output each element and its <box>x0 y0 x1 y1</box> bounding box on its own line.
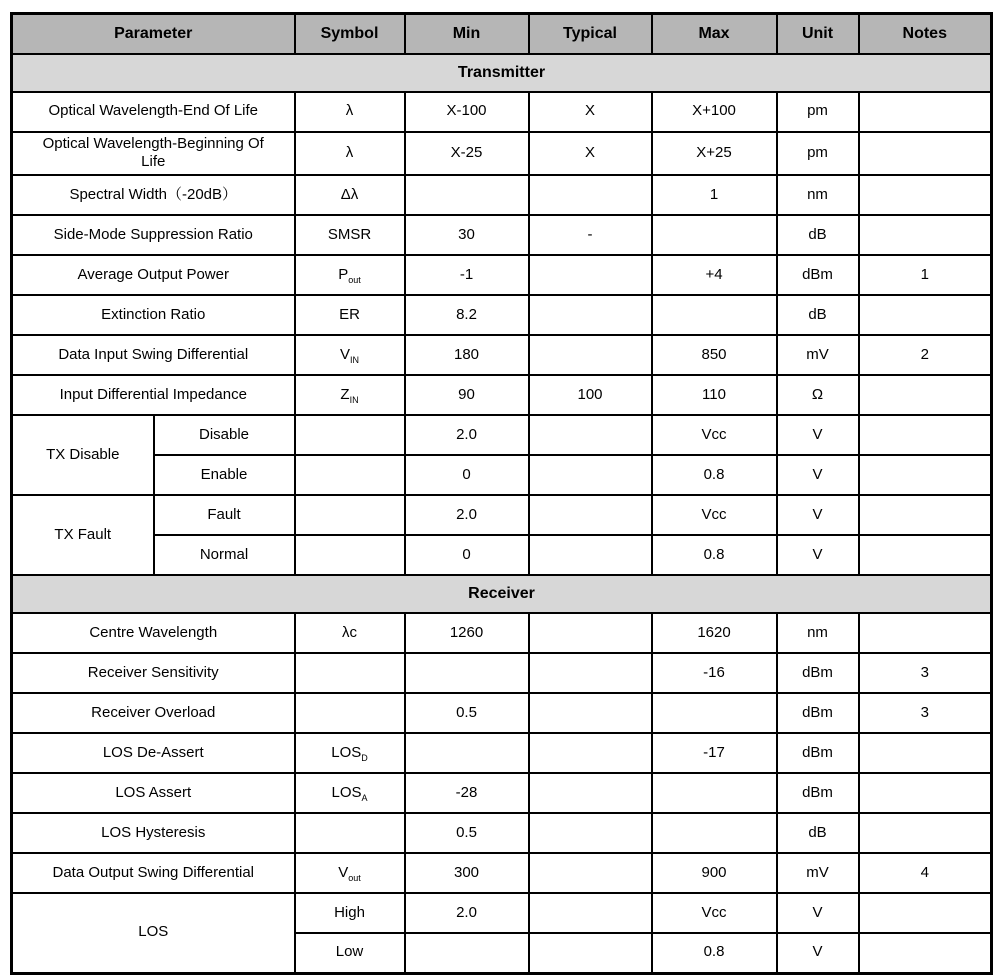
typical-cell: X <box>529 92 652 132</box>
symbol-cell <box>295 813 405 853</box>
table-row <box>12 295 992 335</box>
typical-cell <box>529 455 652 495</box>
typical-cell <box>529 933 652 973</box>
max-cell: X+100 <box>652 92 777 132</box>
notes-cell <box>859 613 992 653</box>
notes-cell: 1 <box>859 255 992 295</box>
min-cell: 2.0 <box>405 893 529 933</box>
notes-cell <box>859 132 992 176</box>
section-title: Receiver <box>12 575 992 613</box>
param-cell: Side-Mode Suppression Ratio <box>12 215 295 255</box>
param-cell: Receiver Overload <box>12 693 295 733</box>
notes-cell <box>859 215 992 255</box>
symbol-cell <box>295 653 405 693</box>
unit-cell: dBm <box>777 255 859 295</box>
typical-cell <box>529 175 652 215</box>
param-cell: Average Output Power <box>12 255 295 295</box>
symbol-cell: $V_{IN}$ <box>295 335 405 375</box>
notes-cell <box>859 175 992 215</box>
table-row <box>12 613 992 653</box>
typical-cell <box>529 295 652 335</box>
min-cell: 2.0 <box>405 495 529 535</box>
max-cell: 0.8 <box>652 535 777 575</box>
min-cell: 0 <box>405 535 529 575</box>
col-header-symbol: Symbol <box>295 14 405 54</box>
table-row <box>12 132 992 176</box>
section-row-receiver <box>12 575 992 613</box>
table-row <box>12 495 992 535</box>
notes-cell <box>859 415 992 455</box>
max-cell <box>652 693 777 733</box>
unit-cell: dBm <box>777 693 859 733</box>
notes-cell: 4 <box>859 853 992 893</box>
symbol-cell <box>295 495 405 535</box>
table-row <box>12 693 992 733</box>
symbol-cell: ER <box>295 295 405 335</box>
typical-cell <box>529 733 652 773</box>
symbol-cell: $LOS_A$ <box>295 773 405 813</box>
min-cell: X-100 <box>405 92 529 132</box>
unit-cell: Ω <box>777 375 859 415</box>
min-cell <box>405 175 529 215</box>
min-cell: -28 <box>405 773 529 813</box>
unit-cell: pm <box>777 132 859 176</box>
table-row <box>12 175 992 215</box>
max-cell: 1 <box>652 175 777 215</box>
param-state-cell: Normal <box>154 535 295 575</box>
unit-cell: V <box>777 495 859 535</box>
param-state-cell: Enable <box>154 455 295 495</box>
typical-cell <box>529 653 652 693</box>
symbol-state-cell: High <box>295 893 405 933</box>
typical-cell <box>529 255 652 295</box>
min-cell: 180 <box>405 335 529 375</box>
symbol-cell <box>295 535 405 575</box>
unit-cell: mV <box>777 853 859 893</box>
param-cell: Input Differential Impedance <box>12 375 295 415</box>
param-cell: Spectral Width（-20dB） <box>12 175 295 215</box>
symbol-cell <box>295 455 405 495</box>
unit-cell: dBm <box>777 733 859 773</box>
table-row <box>12 255 992 295</box>
typical-cell: X <box>529 132 652 176</box>
symbol-cell: $P_{out}$ <box>295 255 405 295</box>
symbol-cell <box>295 693 405 733</box>
table-row <box>12 375 992 415</box>
notes-cell <box>859 92 992 132</box>
col-header-notes: Notes <box>859 14 992 54</box>
table-row <box>12 455 992 495</box>
table-row <box>12 853 992 893</box>
min-cell: -1 <box>405 255 529 295</box>
min-cell: 0 <box>405 455 529 495</box>
unit-cell: V <box>777 415 859 455</box>
table-row <box>12 813 992 853</box>
table-row <box>12 773 992 813</box>
typical-cell <box>529 415 652 455</box>
param-group-cell: TX Disable <box>12 415 154 495</box>
max-cell: +4 <box>652 255 777 295</box>
table-row <box>12 535 992 575</box>
max-cell <box>652 813 777 853</box>
unit-cell: dB <box>777 295 859 335</box>
param-cell: Centre Wavelength <box>12 613 295 653</box>
notes-cell: 3 <box>859 693 992 733</box>
symbol-state-cell: Low <box>295 933 405 973</box>
typical-cell <box>529 893 652 933</box>
notes-cell <box>859 295 992 335</box>
unit-cell: V <box>777 933 859 973</box>
typical-cell <box>529 813 652 853</box>
param-cell: Receiver Sensitivity <box>12 653 295 693</box>
max-cell: Vcc <box>652 415 777 455</box>
typical-cell <box>529 773 652 813</box>
min-cell <box>405 733 529 773</box>
typical-cell <box>529 693 652 733</box>
max-cell <box>652 773 777 813</box>
symbol-cell: λ <box>295 92 405 132</box>
param-cell: Optical Wavelength-Beginning Of Life <box>12 132 295 176</box>
spec-table-container <box>10 12 993 975</box>
section-row-transmitter <box>12 54 992 92</box>
unit-cell: V <box>777 455 859 495</box>
max-cell: 0.8 <box>652 455 777 495</box>
param-cell: LOS Hysteresis <box>12 813 295 853</box>
symbol-cell: $LOS_D$ <box>295 733 405 773</box>
param-cell: Data Output Swing Differential <box>12 853 295 893</box>
table-row <box>12 335 992 375</box>
max-cell: X+25 <box>652 132 777 176</box>
min-cell: 8.2 <box>405 295 529 335</box>
max-cell: 110 <box>652 375 777 415</box>
unit-cell: nm <box>777 613 859 653</box>
spec-table <box>10 12 993 975</box>
col-header-typical: Typical <box>529 14 652 54</box>
param-state-cell: Disable <box>154 415 295 455</box>
notes-cell <box>859 773 992 813</box>
max-cell <box>652 295 777 335</box>
min-cell: 30 <box>405 215 529 255</box>
symbol-cell <box>295 415 405 455</box>
header-row <box>12 14 992 54</box>
min-cell: 1260 <box>405 613 529 653</box>
notes-cell: 2 <box>859 335 992 375</box>
notes-cell <box>859 495 992 535</box>
typical-cell <box>529 335 652 375</box>
unit-cell: V <box>777 535 859 575</box>
unit-cell: V <box>777 893 859 933</box>
col-header-min: Min <box>405 14 529 54</box>
notes-cell <box>859 733 992 773</box>
typical-cell <box>529 613 652 653</box>
max-cell: Vcc <box>652 495 777 535</box>
param-cell: Extinction Ratio <box>12 295 295 335</box>
max-cell: 0.8 <box>652 933 777 973</box>
notes-cell <box>859 933 992 973</box>
max-cell: 850 <box>652 335 777 375</box>
typical-cell: 100 <box>529 375 652 415</box>
min-cell <box>405 933 529 973</box>
symbol-cell: $V_{out}$ <box>295 853 405 893</box>
table-row <box>12 733 992 773</box>
unit-cell: mV <box>777 335 859 375</box>
typical-cell <box>529 535 652 575</box>
notes-cell <box>859 893 992 933</box>
max-cell: -17 <box>652 733 777 773</box>
notes-cell <box>859 455 992 495</box>
min-cell: 0.5 <box>405 693 529 733</box>
min-cell: 90 <box>405 375 529 415</box>
typical-cell: - <box>529 215 652 255</box>
unit-cell: pm <box>777 92 859 132</box>
table-row <box>12 893 992 933</box>
max-cell: -16 <box>652 653 777 693</box>
min-cell: 0.5 <box>405 813 529 853</box>
table-row <box>12 92 992 132</box>
symbol-cell: Δλ <box>295 175 405 215</box>
unit-cell: dBm <box>777 653 859 693</box>
param-group-cell: TX Fault <box>12 495 154 575</box>
section-title: Transmitter <box>12 54 992 92</box>
typical-cell <box>529 853 652 893</box>
max-cell <box>652 215 777 255</box>
unit-cell: dB <box>777 215 859 255</box>
typical-cell <box>529 495 652 535</box>
notes-cell <box>859 535 992 575</box>
min-cell: 2.0 <box>405 415 529 455</box>
col-header-unit: Unit <box>777 14 859 54</box>
param-cell: LOS De-Assert <box>12 733 295 773</box>
min-cell: X-25 <box>405 132 529 176</box>
col-header-max: Max <box>652 14 777 54</box>
symbol-cell: λ <box>295 132 405 176</box>
table-row <box>12 653 992 693</box>
notes-cell <box>859 813 992 853</box>
symbol-cell: λc <box>295 613 405 653</box>
unit-cell: dB <box>777 813 859 853</box>
param-cell: Data Input Swing Differential <box>12 335 295 375</box>
max-cell: 1620 <box>652 613 777 653</box>
param-group-cell: LOS <box>12 893 295 973</box>
min-cell: 300 <box>405 853 529 893</box>
max-cell: 900 <box>652 853 777 893</box>
min-cell <box>405 653 529 693</box>
unit-cell: nm <box>777 175 859 215</box>
notes-cell <box>859 375 992 415</box>
table-row <box>12 215 992 255</box>
max-cell: Vcc <box>652 893 777 933</box>
symbol-cell: SMSR <box>295 215 405 255</box>
param-cell: LOS Assert <box>12 773 295 813</box>
param-state-cell: Fault <box>154 495 295 535</box>
symbol-cell: $Z_{IN}$ <box>295 375 405 415</box>
col-header-parameter: Parameter <box>12 14 295 54</box>
param-cell: Optical Wavelength-End Of Life <box>12 92 295 132</box>
table-row <box>12 415 992 455</box>
unit-cell: dBm <box>777 773 859 813</box>
notes-cell: 3 <box>859 653 992 693</box>
